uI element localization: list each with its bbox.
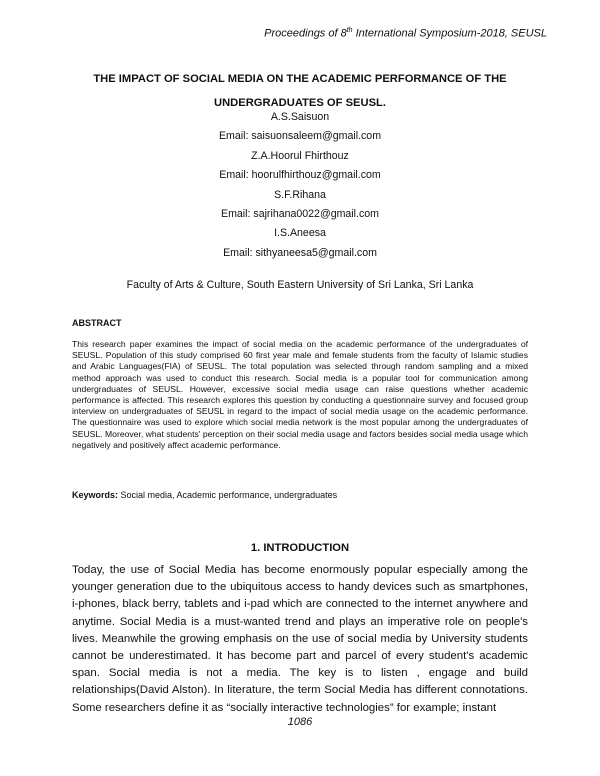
- author-name: Z.A.Hoorul Fhirthouz: [251, 149, 349, 162]
- author-email: Email: sithyaneesa5@gmail.com: [223, 246, 377, 259]
- keywords-text: Social media, Academic performance, undergraduates: [118, 490, 338, 500]
- abstract-text: This research paper examines the impact of social media on the academic performance of the undergraduates of SEUSL. Population of this study comprised 60 first year male and female students from the faculty of Islamic studies and Arabic Languages(FIA) of SEUSL. The total population was selected through random sampling and a mixed method approach was used to conduct this research. Social media is a popular tool for communication among undergraduates of SEUSL. However, excessive social media usage can raise questions whether academic performance is affected. This research explores this question by conducting a questionnaire survey and focused group interview on undergraduates of SEUSL in regard to the impact of social media usage on the academic performance. The questionnaire was used to explore which social media network is the most popular among the undergraduates of SEUSL. Moreover, what students' perception on their social media usage and factors besides social media usage which negatively and positively affect academic performance.: [72, 339, 528, 450]
- author-list: [0, 108, 600, 263]
- author-name: S.F.Rihana: [274, 188, 326, 201]
- header-prefix: Proceedings of 8: [264, 27, 347, 40]
- introduction-heading: 1. INTRODUCTION: [250, 542, 350, 554]
- author-name: A.S.Saisuon: [270, 111, 330, 123]
- header-superscript: th: [346, 27, 353, 34]
- abstract-heading: ABSTRACT: [72, 318, 122, 328]
- header-suffix: International Symposium-2018, SEUSL: [352, 27, 547, 40]
- affiliation: Faculty of Arts & Culture, South Eastern University of Sri Lanka, Sri Lanka: [126, 279, 474, 291]
- introduction-text: Today, the use of Social Media has become enormously popular especially among the younger generation due to the ubiquitous access to handy devices such as smartphones, i-phones, black berry, tablets and i-pad which are connected to the internet anywhere and anytime. Social Media is a must-wanted trend and plays an imperative role on people's lives. Meanwhile the growing emphasis on the use of social media by University students cannot be underestimated. It has become part and parcel of every student's academic span. Social media is not a media. The key is to listen , engage and build relationships(David Alston). In literature, the term Social Media has different connotations. Some researchers define it as “socially interactive technologies” for example; instant: [72, 564, 528, 714]
- author-email: Email: sajrihana0022@gmail.com: [221, 208, 379, 221]
- keywords: [72, 490, 337, 500]
- author-email: Email: hoorulfhirthouz@gmail.com: [219, 169, 381, 182]
- author-name: I.S.Aneesa: [274, 227, 326, 240]
- running-header: [264, 27, 547, 40]
- page-number: 1086: [287, 716, 313, 728]
- title-line-2: UNDERGRADUATES OF SEUSL.: [214, 97, 386, 109]
- keywords-label: Keywords:: [72, 490, 119, 500]
- title-line-1: THE IMPACT OF SOCIAL MEDIA ON THE ACADEMIC PERFORMANCE OF THE: [93, 73, 507, 85]
- author-email: Email: saisuonsaleem@gmail.com: [218, 130, 382, 143]
